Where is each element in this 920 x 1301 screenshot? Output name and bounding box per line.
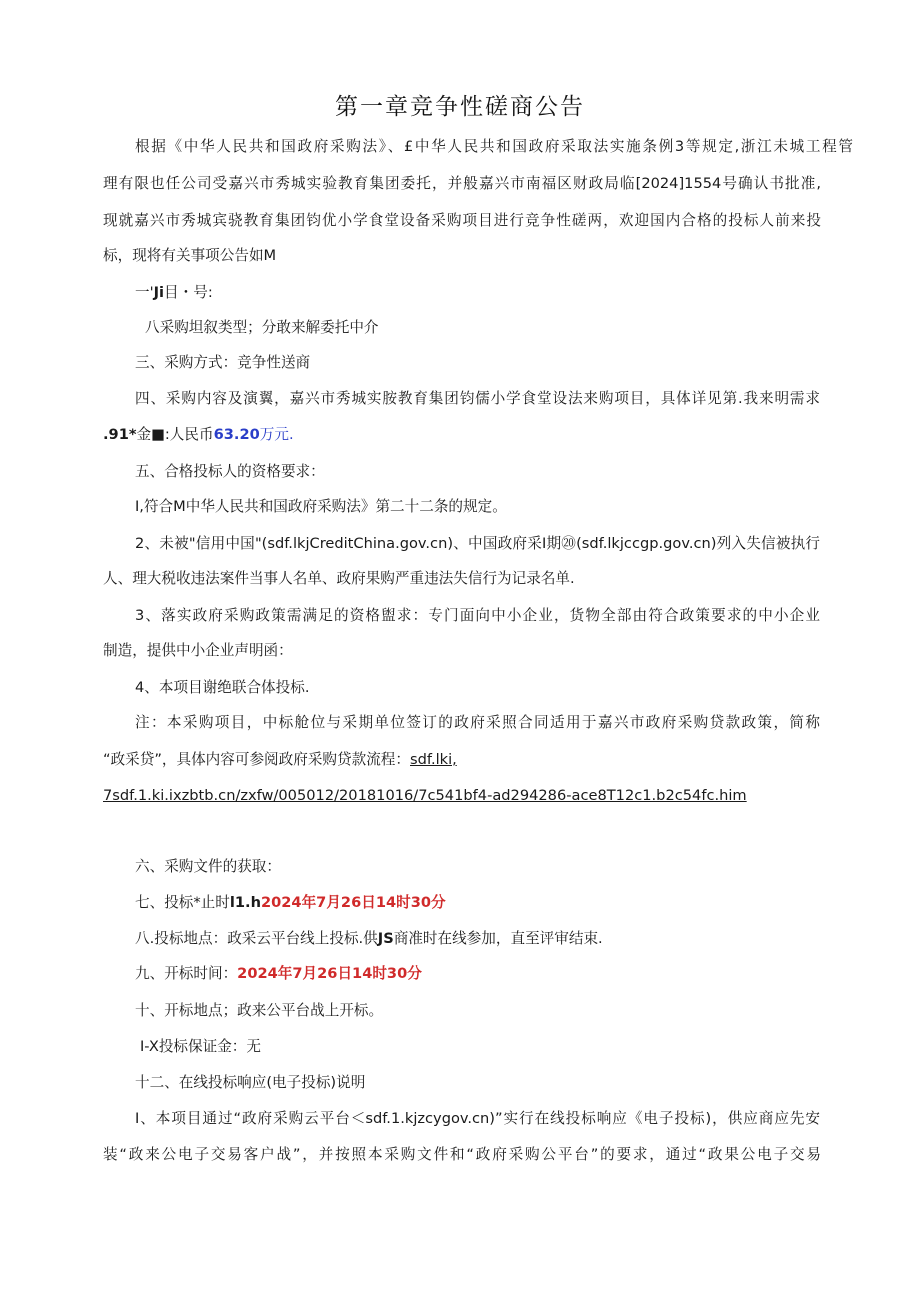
location-bold: JS xyxy=(377,930,394,947)
section-2-heading: 八采购坦叙类型；分敢来解委托中介 xyxy=(145,319,379,336)
section-10-heading: 十、开标地点；政来公平台战上开标。 xyxy=(135,1002,384,1019)
loan-url-link[interactable]: 7sdf.1.ki.ixzbtb.cn/zxfw/005012/20181016/7c541bf4-ad294286-ace8T12c1.b2c54fc.him xyxy=(103,787,747,804)
intro-line: 标，现将有关事项公告如M xyxy=(103,247,277,264)
intro-line: 根据《中华人民共和国政府采购法》、£中华人民共和国政府采取法实施条例3等规定,浙江未城工程管 xyxy=(135,138,853,155)
qualification-2-line: 2、未被"信用中国"(sdf.lkjCreditChina.gov.cn)、中国政府采I期⑳(sdf.lkjccgp.gov.cn)列入失信被执行 xyxy=(135,535,820,552)
section-4-line: 四、采购内容及演翼，嘉兴市秀城实胺教育集团钧儒小学食堂设法来购项目，具体详见第.我来明需求 xyxy=(135,390,820,407)
deadline-label: 七、投标*止时 xyxy=(135,894,230,911)
qualification-4: 4、本项目谢绝联合体投标. xyxy=(135,679,310,696)
section-9-heading xyxy=(135,964,422,984)
budget-prefix: .91* xyxy=(103,426,137,443)
section-8-heading xyxy=(135,929,603,949)
note-text: “政采贷”，具体内容可参阅政府采购贷款流程： xyxy=(103,751,410,768)
budget-line xyxy=(103,425,294,445)
budget-amount: 63.20 xyxy=(213,426,260,443)
budget-label: 金■:人民币 xyxy=(136,426,214,443)
deadline-code: l1.h xyxy=(229,894,261,911)
section-3-heading: 三、采购方式：竞争性送商 xyxy=(135,354,311,371)
intro-line: 现就嘉兴市秀城宾骁教育集团钧优小学食堂设备采购项目进行竞争性磋两，欢迎国内合格的投标人前来投 xyxy=(103,212,821,229)
opening-time: 2024年7月26日14时30分 xyxy=(237,965,422,982)
section-11-heading: I-X投标保证金：无 xyxy=(140,1038,261,1055)
intro-line: 理有限也任公司受嘉兴市秀城实验教育集团委托，并般嘉兴市南福区财政局临[2024]1554号确认书批准, xyxy=(103,175,821,192)
section-1-suffix: 目・号: xyxy=(164,284,213,301)
section-12-heading: 十二、在线投标响应(电子投标)说明 xyxy=(135,1074,366,1091)
location-text-end: 商准时在线参加，直至评审结束. xyxy=(393,930,603,947)
budget-unit: 万元. xyxy=(259,426,294,443)
section-7-heading xyxy=(135,893,446,913)
online-bid-line: I、本项目通过“政府采购云平台＜sdf.1.kjzcygov.cn)”实行在线投标响应《电子投标)，供应商应先安 xyxy=(135,1110,820,1127)
page-title: 第一章竞争性磋商公告 xyxy=(335,94,585,120)
section-1-prefix: 一' xyxy=(135,284,154,301)
note-line xyxy=(103,750,483,770)
qualification-2-line: 人、理大税收违法案件当事人名单、政府果购严重违法失信行为记录名单. xyxy=(103,570,575,587)
online-bid-line: 装“政来公电子交易客户战”，并按照本采购文件和“政府采购公平台”的要求，通过“政果公电子交易 xyxy=(103,1146,821,1163)
deadline-time: 2024年7月26日14时30分 xyxy=(260,894,446,911)
qualification-3-line: 3、落实政府采购政策需满足的资格盥求：专门面向中小企业，货物全部由符合政策要求的中小企业 xyxy=(135,607,820,624)
location-text: 八.投标地点：政采云平台线上投标.供 xyxy=(135,930,378,947)
note-line: 注：本采购项目，中标舱位与采期单位签订的政府采照合同适用于嘉兴市政府采购贷款政策，简称 xyxy=(135,714,820,731)
opening-label: 九、开标时间： xyxy=(135,965,238,982)
section-1-bold: Ji xyxy=(153,284,165,301)
qualification-1: I,符合M中华人民共和国政府采购法》第二十二条的规定。 xyxy=(135,498,507,515)
section-1-heading xyxy=(135,283,213,303)
section-6-heading: 六、采购文件的获取： xyxy=(135,858,281,875)
loan-link[interactable]: sdf.lki, xyxy=(410,751,457,768)
qualification-3-line: 制造，提供中小企业声明函： xyxy=(103,642,293,659)
section-5-heading: 五、合格投标人的资格要求： xyxy=(135,463,325,480)
